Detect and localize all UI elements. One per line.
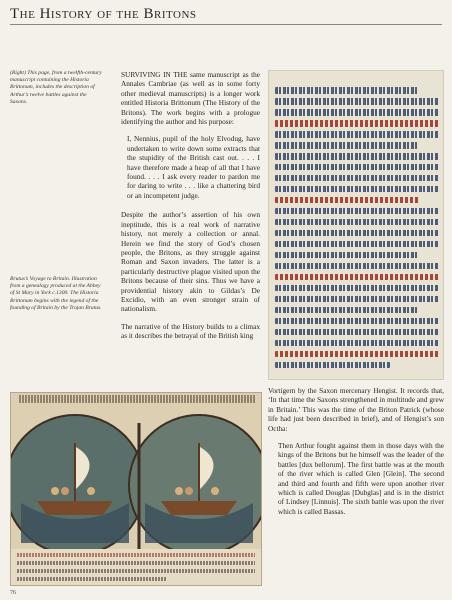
illustration-header-script [19, 395, 255, 403]
manuscript-line [275, 109, 439, 116]
manuscript-line [275, 230, 439, 237]
manuscript-line [275, 164, 439, 171]
manuscript-line [275, 263, 439, 270]
paragraph-climax: The narrative of the History builds to a climax as it describes the betrayal of the British king [121, 321, 260, 341]
manuscript-caption: (Right) This page, from a twelfth-century manuscript containing the Historia Brittonum, includes the description of Arthur’s twelve battles against the Saxons. [10, 70, 102, 105]
manuscript-line [275, 131, 439, 138]
manuscript-line [275, 98, 439, 105]
manuscript-line [275, 142, 419, 149]
right-column [268, 386, 444, 524]
manuscript-line [275, 362, 390, 369]
manuscript-line [275, 285, 439, 292]
illustration-caption: Brutus’s Voyage to Britain. Illustration from a genealogy produced at the Abbey of St Mary in York c.1300. The Historia Brittonum begins with the legend of the founding of Britain by the Trojan Brutus. [10, 276, 102, 311]
middle-column [121, 70, 260, 349]
manuscript-line [275, 219, 439, 226]
manuscript-line [275, 120, 439, 127]
manuscript-line [275, 351, 439, 358]
roundel-scene [11, 403, 262, 563]
manuscript-line [275, 87, 419, 94]
manuscript-line [275, 252, 419, 259]
paragraph-intro: SURVIVING IN THE same manuscript as the Annales Cambriae (as well as in some forty other medieval manuscripts) is a longer work entitled Historia Brittonum (The History of the Britons). The work begins with a prologue identifying the author and his purpose: [121, 70, 260, 127]
paragraph-ineptitude: Despite the author’s assertion of his own ineptitude, this is a real work of narrative history, not merely a collection or annal. Herein we find the story of God’s chosen people, the Britons, as they struggle against Roman and Saxon invaders. The latter is a particularly destructive plague visited upon the Britons because of their sins. Thus we have a providential history akin to Gildas’s De Excidio, with an even stronger strain of nationalism. [121, 210, 260, 314]
brutus-voyage-illustration [10, 392, 262, 586]
manuscript-line [275, 208, 439, 215]
illustration-footer-script [11, 549, 261, 585]
manuscript-line [275, 329, 439, 336]
manuscript-line [275, 241, 439, 248]
manuscript-line [275, 307, 419, 314]
nennius-quote: I, Nennius, pupil of the holy Elvodug, have undertaken to write down some extracts that the stupidity of the British cast out. . . . I have therefore made a heap of all that I have found. . . . I ask every reader to pardon me for daring to write . . . like a chattering bird or an incompetent judge. [127, 134, 260, 200]
manuscript-line [275, 340, 439, 347]
paragraph-vortigern: Vortigern by the Saxon mercenary Hengist. It records that, ‘In that time the Saxons strengthened in multitude and grew in Britain.’ This was the time of the Briton Patrick (whose life had just been described in brief), and of Hengist’s son Octha: [268, 386, 444, 433]
manuscript-line [275, 197, 419, 204]
page-title: The History of the Britons [10, 6, 197, 22]
title-rule [10, 24, 442, 25]
manuscript-line [275, 318, 439, 325]
manuscript-line [275, 153, 439, 160]
manuscript-line [275, 296, 439, 303]
page-number: 76 [10, 590, 16, 596]
manuscript-line [275, 274, 439, 281]
arthur-battles-quote: Then Arthur fought against them in those days with the kings of the Britons but he himself was the leader of the battles [dux bellorum]. The first battle was at the mouth of the river which is called Glen [Glein]. The second and third and fourth and fifth were upon another river which is called Douglas [Dubglas] and is in the district of Lindsey [Linnuis]. The sixth battle was upon the river which is called Bassas. [278, 441, 444, 516]
manuscript-line [275, 186, 439, 193]
manuscript-line [275, 175, 439, 182]
manuscript-script [275, 87, 439, 375]
manuscript-image [268, 70, 444, 380]
